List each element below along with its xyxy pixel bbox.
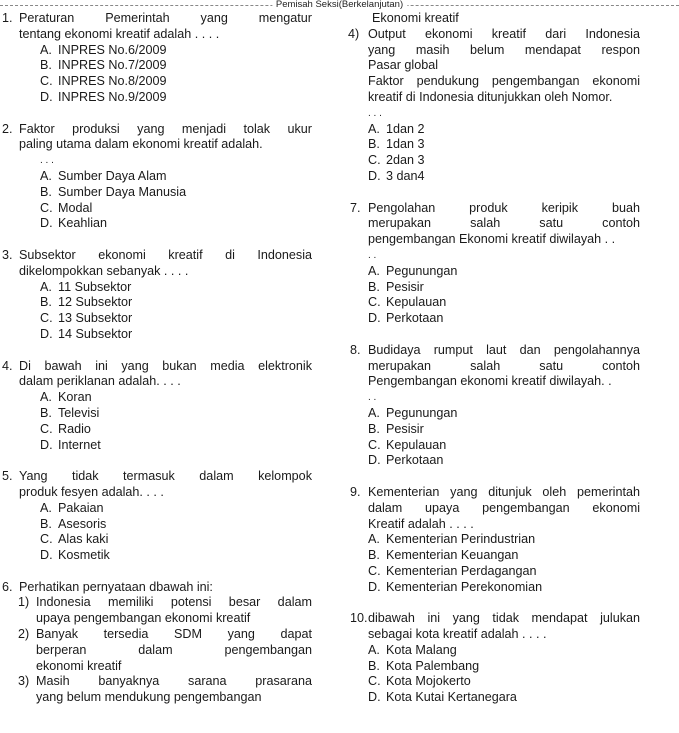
option[interactable]: B. Kota Palembang (368, 658, 480, 673)
question-text: . . . (368, 107, 382, 119)
question-text: 7. Pengolahan produk keripik buah (350, 200, 640, 215)
option[interactable]: B. Asesoris (40, 516, 107, 531)
option[interactable]: D. INPRES No.9/2009 (40, 89, 167, 104)
question-text: dalam upaya pengembangan ekonomi (368, 500, 640, 515)
option[interactable]: B. 1dan 3 (368, 137, 425, 152)
question-10 (344, 611, 640, 706)
question-3 (0, 248, 312, 343)
question-text: kreatif di Indonesia ditunjukkan oleh Nomor. (368, 89, 613, 104)
question-text: Kreatif adalah . . . . (368, 516, 474, 531)
statement-3: 3) Masih banyaknya sarana prasarana (18, 674, 312, 689)
statement-text: ekonomi kreatif (36, 658, 122, 673)
question-5 (0, 469, 312, 564)
option[interactable]: C. Kepulauan (368, 437, 447, 452)
option[interactable]: D. 14 Subsektor (40, 326, 133, 341)
question-text: Faktor pendukung pengembangan ekonomi (368, 74, 640, 89)
question-text: 3. Subsektor ekonomi kreatif di Indonesia (2, 247, 312, 262)
statement-text: yang masih belum mendapat respon (368, 42, 640, 57)
question-6 (0, 580, 312, 706)
option[interactable]: B. Kementerian Keuangan (368, 548, 519, 563)
option[interactable]: D. Internet (40, 437, 101, 452)
option[interactable]: D. Kota Kutai Kertanegara (368, 690, 517, 705)
option[interactable]: A. Sumber Daya Alam (40, 168, 167, 183)
question-text: 10. dibawah ini yang tidak mendapat julukan (350, 611, 640, 626)
option[interactable]: B. INPRES No.7/2009 (40, 58, 167, 73)
option[interactable]: A. Pegunungan (368, 263, 458, 278)
option[interactable]: C. Modal (40, 200, 93, 215)
left-column (0, 11, 312, 706)
question-text: . . (368, 249, 377, 261)
option[interactable]: C. Kepulauan (368, 295, 447, 310)
question-2 (0, 122, 312, 233)
question-text: paling utama dalam ekonomi kreatif adalah. (19, 137, 263, 152)
option[interactable]: D. Kosmetik (40, 548, 110, 563)
option[interactable]: C. 13 Subsektor (40, 311, 133, 326)
option[interactable]: A. 11 Subsektor (40, 279, 132, 294)
question-text: 5. Yang tidak termasuk dalam kelompok (2, 469, 312, 484)
option[interactable]: D. 3 dan4 (368, 168, 425, 183)
question-7 (344, 201, 640, 327)
question-text: 8. Budidaya rumput laut dan pengolahannya (350, 342, 640, 357)
question-text: dalam periklanan adalah. . . . (19, 374, 181, 389)
option[interactable]: D. Keahlian (40, 216, 108, 231)
option[interactable]: C. Kota Mojokerto (368, 674, 471, 689)
section-separator (0, 0, 679, 10)
statement-1: 1) Indonesia memiliki potensi besar dalam (18, 595, 312, 610)
question-text: dikelompokkan sebanyak . . . . (19, 263, 189, 278)
option[interactable]: C. INPRES No.8/2009 (40, 74, 167, 89)
question-text: . . . (40, 155, 54, 167)
option[interactable]: D. Perkotaan (368, 311, 444, 326)
statement-text: Pasar global (368, 58, 439, 73)
question-text: merupakan salah satu contoh (368, 216, 640, 231)
option[interactable]: A. Pegunungan (368, 405, 458, 420)
option[interactable]: A. Koran (40, 390, 92, 405)
option[interactable]: C. Kementerian Perdagangan (368, 563, 537, 578)
option[interactable]: A. INPRES No.6/2009 (40, 42, 167, 57)
option[interactable]: B. Sumber Daya Manusia (40, 184, 187, 199)
question-text: tentang ekonomi kreatif adalah . . . . (19, 26, 220, 41)
question-text: produk fesyen adalah. . . . (19, 484, 164, 499)
option[interactable]: C. 2dan 3 (368, 153, 425, 168)
question-text: Pengembangan ekonomi kreatif diwilayah. . (368, 374, 612, 389)
option[interactable]: D. Perkotaan (368, 453, 444, 468)
option[interactable]: C. Alas kaki (40, 532, 109, 547)
statement-2: 2) Banyak tersedia SDM yang dapat (18, 627, 312, 642)
question-4 (0, 359, 312, 454)
question-text: merupakan salah satu contoh (368, 358, 640, 373)
option[interactable]: D. Kementerian Perekonomian (368, 579, 543, 594)
option[interactable]: B. 12 Subsektor (40, 295, 133, 310)
statement-text: upaya pengembangan ekonomi kreatif (36, 611, 251, 626)
option[interactable]: A. Kota Malang (368, 642, 457, 657)
question-text: 1. Peraturan Pemerintah yang mengatur (2, 11, 312, 25)
option[interactable]: B. Pesisir (368, 421, 424, 436)
statement-text: yang belum mendukung pengembangan (36, 690, 262, 705)
option[interactable]: A. Pakaian (40, 500, 104, 515)
question-text: 6. Perhatikan pernyataan dbawah ini: (2, 579, 213, 594)
statement-text: berperan dalam pengembangan (36, 642, 312, 657)
question-6-continued (344, 11, 640, 185)
question-9 (344, 485, 640, 596)
question-1 (0, 11, 312, 106)
right-column (344, 11, 640, 706)
separator-label: Pemisah Seksi(Berkelanjutan) (272, 0, 407, 10)
option[interactable]: A. 1dan 2 (368, 121, 425, 136)
question-text: 2. Faktor produksi yang menjadi tolak ukur (2, 121, 312, 136)
question-text: 9. Kementerian yang ditunjuk oleh pemerintah (350, 484, 640, 499)
option[interactable]: C. Radio (40, 421, 91, 436)
question-text: sebagai kota kreatif adalah . . . . (368, 627, 547, 642)
question-text: . . (368, 392, 377, 404)
option[interactable]: A. Kementerian Perindustrian (368, 532, 536, 547)
question-text: 4. Di bawah ini yang bukan media elektronik (2, 358, 312, 373)
question-text: pengembangan Ekonomi kreatif diwilayah . . (368, 232, 616, 247)
statement-text: Ekonomi kreatif (372, 11, 459, 25)
option[interactable]: B. Pesisir (368, 279, 424, 294)
question-8 (344, 343, 640, 469)
statement-4: 4) Output ekonomi kreatif dari Indonesia (348, 26, 640, 41)
option[interactable]: B. Televisi (40, 405, 100, 420)
